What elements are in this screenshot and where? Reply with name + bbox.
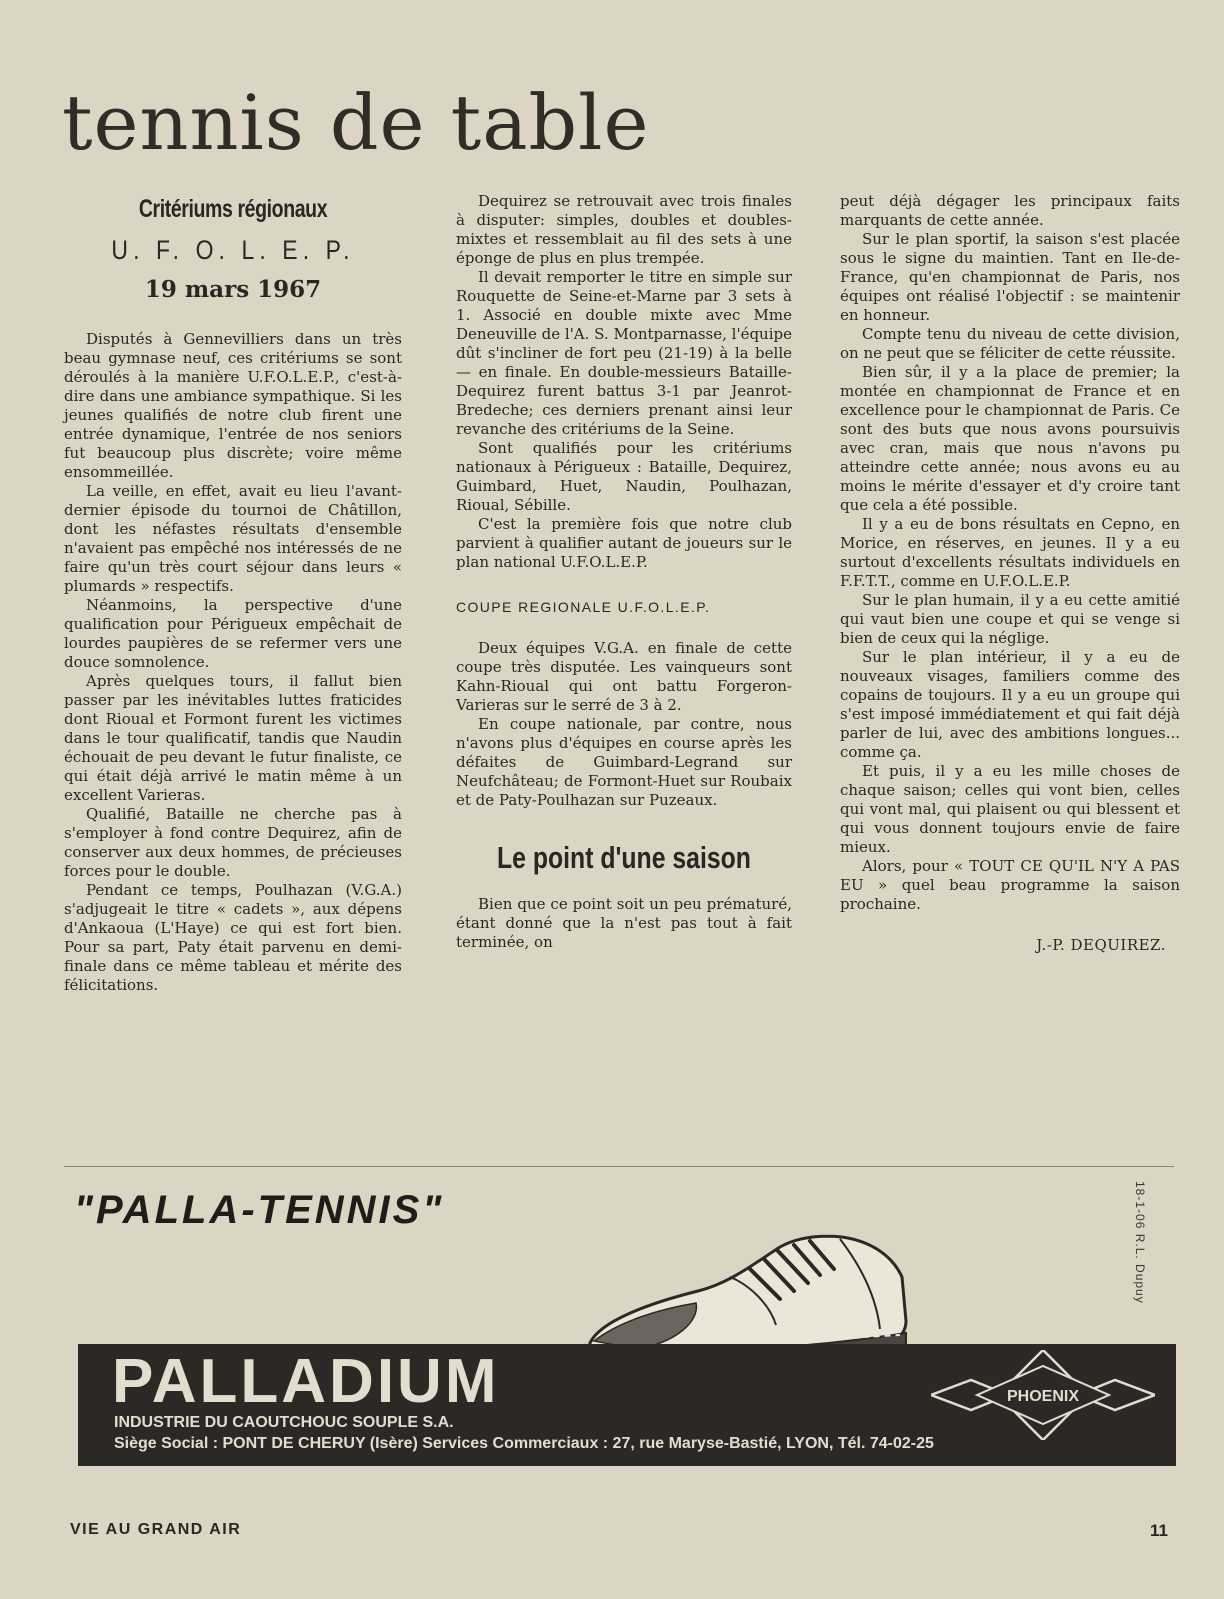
paragraph: Et puis, il y a eu les mille choses de chaque saison; celles qui vont bien, celles qui vont mal, qui plaisent ou qui blessent et qui vous donnent toujours envie de faire mieux. [840, 762, 1180, 856]
column-1 [64, 192, 402, 995]
ad-brand-name: PALLADIUM [112, 1347, 500, 1416]
paragraph: Il y a eu de bons résultats en Cepno, en Morice, en réserves, en jeunes. Il y a eu surtout d'excellents résultats individuels en F.F.T.T., comme en U.F.O.L.E.P. [840, 515, 1180, 590]
paragraph: Bien sûr, il y a la place de premier; la montée en championnat de France et en excellence pour le championnat de Paris. Ce sont des buts que nous avons poursuivis avec cran, mais que nous n'avons pu atteindre cette année; nous avons eu au moins le mérite d'essayer et d'y croire tant que cela a été possible. [840, 363, 1180, 514]
ad-company-line: INDUSTRIE DU CAOUTCHOUC SOUPLE S.A. [114, 1414, 454, 1431]
ad-banner [78, 1344, 1176, 1466]
paragraph: Compte tenu du niveau de cette division, on ne peut que se féliciter de cette réussite. [840, 325, 1180, 362]
divider [64, 1166, 1174, 1167]
saison-heading: Le point d'une saison [497, 840, 751, 875]
paragraph: Après quelques tours, il fallut bien passer par les inévitables luttes fraticides dont Rioual et Formont furent les victimes dans le tour qualificatif, tandis que Naudin échouait de peu devant le futur finaliste, ce qui était déjà arrivé le matin même à un excellent Varieras. [64, 672, 402, 804]
paragraph: Pendant ce temps, Poulhazan (V.G.A.) s'adjugeait le titre « cadets », aux dépens d'Ankaoua (L'Haye) ce qui est fort bien. Pour sa part, Paty était parvenu en demi-finale dans ce même tableau et mérite des félicitations. [64, 881, 402, 994]
ad-product-name: "PALLA-TENNIS" [74, 1188, 445, 1232]
page-title: tennis de table [62, 78, 650, 167]
paragraph: Sur le plan intérieur, il y a eu de nouveaux visages, familiers comme des copains de toujours. Il y a eu un groupe qui s'est imposé immédiatement et qui fait déjà parler de lui, avec des ambitions longues... comme ça. [840, 648, 1180, 761]
paragraph: Disputés à Gennevilliers dans un très beau gymnase neuf, ces critériums se sont déroulés à la manière U.F.O.L.E.P., c'est-à-dire dans une ambiance sympathique. Si les jeunes qualifiés de notre club firent une entrée dynamique, l'entrée de nos seniors fut beaucoup plus discrète; voire même ensommeillée. [64, 330, 402, 481]
criteriums-heading-line2: U. F. O. L. E. P. [111, 235, 355, 265]
paragraph: Il devait remporter le titre en simple sur Rouquette de Seine-et-Marne par 3 sets à 1. Associé en double mixte avec Mme Deneuville de l'A. S. Montparnasse, l'équipe dût s'incliner de fort peu (21-19) à la belle — en finale. En double-messieurs Bataille-Dequirez furent battus 3-1 par Jeanrot-Bredeche; ces derniers prenant ainsi leur revanche des critériums de la Seine. [456, 268, 792, 438]
page-number: 11 [1150, 1521, 1168, 1540]
criteriums-date: 19 mars 1967 [144, 276, 322, 303]
criteriums-heading-line1: Critériums régionaux [138, 195, 328, 223]
paragraph: C'est la première fois que notre club parvient à qualifier autant de joueurs sur le plan national U.F.O.L.E.P. [456, 515, 792, 571]
paragraph: Sur le plan humain, il y a eu cette amitié qui vaut bien une coupe et qui se venge si bien de ceux qui la néglige. [840, 591, 1180, 647]
paragraph: Alors, pour « TOUT CE QU'IL N'Y A PAS EU » quel beau programme la saison prochaine. [840, 857, 1180, 913]
paragraph: Bien que ce point soit un peu prématuré, étant donné que la n'est pas tout à fait terminée, on [456, 895, 792, 951]
footer-publication: VIE AU GRAND AIR [70, 1521, 242, 1538]
phoenix-logo [931, 1350, 1155, 1440]
signature: J.-P. DEQUIREZ. [1036, 936, 1166, 954]
paragraph: Néanmoins, la perspective d'une qualification pour Périgueux empêchait de lourdes paupières de se refermer vers une douce somnolence. [64, 596, 402, 671]
paragraph: En coupe nationale, par contre, nous n'avons plus d'équipes en course après les défaites de Guimbard-Legrand sur Neufchâteau; de Formont-Huet sur Roubaix et de Paty-Poulhazan sur Puzeaux. [456, 715, 792, 809]
coupe-heading: COUPE REGIONALE U.F.O.L.E.P. [456, 599, 711, 615]
ad-logo-text: PHOENIX [1006, 1388, 1080, 1405]
ad-address-line: Siège Social : PONT DE CHERUY (Isère) Services Commerciaux : 27, rue Maryse-Bastié, LYON, Tél. 74-02-25 [114, 1435, 934, 1452]
column-2 [456, 192, 792, 952]
paragraph: La veille, en effet, avait eu lieu l'avant-dernier épisode du tournoi de Châtillon, dont les néfastes résultats d'ensemble n'avaient pas empêché nos intéressés de ne faire qu'un très court séjour dans leurs « plumards » respectifs. [64, 482, 402, 595]
paragraph: peut déjà dégager les principaux faits marquants de cette année. [840, 192, 1180, 229]
paragraph: Sont qualifiés pour les critériums nationaux à Périgueux : Bataille, Dequirez, Guimbard, Huet, Naudin, Poulhazan, Rioual, Sébille. [456, 439, 792, 514]
paragraph: Qualifié, Bataille ne cherche pas à s'employer à fond contre Dequirez, afin de conserver aux deux hommes, de précieuses forces pour le double. [64, 805, 402, 880]
paragraph: Deux équipes V.G.A. en finale de cette coupe très disputée. Les vainqueurs sont Kahn-Rioual qui ont battu Forgeron-Varieras sur le serré de 3 à 2. [456, 639, 792, 714]
paragraph: Dequirez se retrouvait avec trois finales à disputer: simples, doubles et doubles-mixtes et ressemblait au fil des sets à une éponge de plus en plus trempée. [456, 192, 792, 267]
ad-credit: 18-1-06 R.L. Dupuy [1133, 1181, 1147, 1304]
column-3 [840, 192, 1180, 955]
paragraph: Sur le plan sportif, la saison s'est placée sous le signe du maintien. Tant en Ile-de-France, qu'en championnat de Paris, nos équipes ont réalisé l'objectif : se maintenir en honneur. [840, 230, 1180, 324]
criteriums-heading [64, 192, 402, 308]
